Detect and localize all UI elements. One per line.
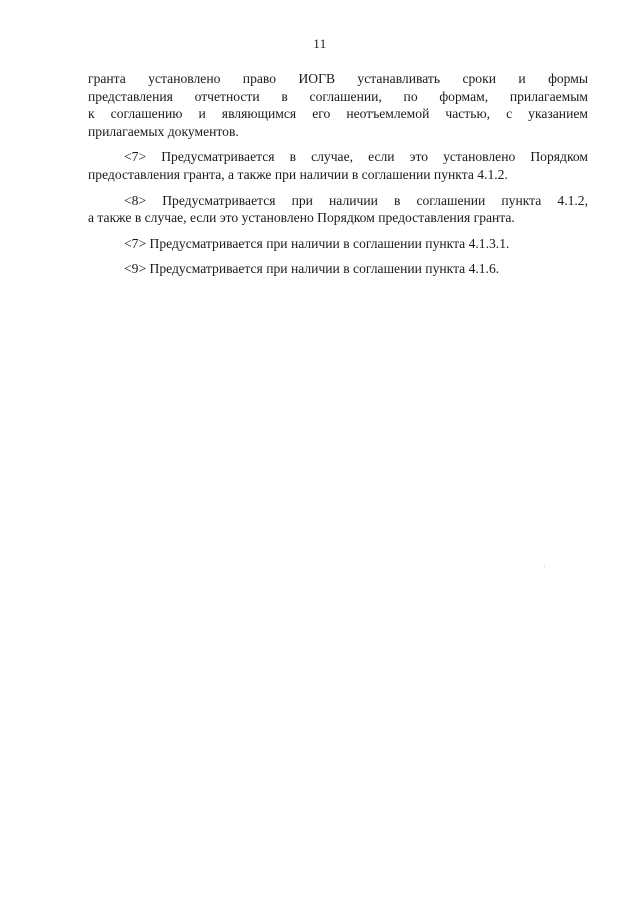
text-line: гранта установлено право ИОГВ устанавливать сроки и формы <box>88 71 588 86</box>
text-line: <8> Предусматривается при наличии в соглашении пункта 4.1.2, <box>124 192 588 208</box>
footnote-8 <box>88 192 588 227</box>
scan-speck <box>544 566 545 567</box>
text-line: представления отчетности в соглашении, по формам, прилагаемым <box>88 88 588 104</box>
footnote-7-second <box>88 235 588 253</box>
text-line: <9> Предусматривается при наличии в соглашении пункта 4.1.6. <box>124 261 500 277</box>
text-line: к соглашению и являющимся его неотъемлемой частью, с указанием <box>88 106 588 122</box>
document-body <box>88 70 588 278</box>
text-line: <7> Предусматривается при наличии в соглашении пункта 4.1.3.1. <box>124 235 510 251</box>
footnote-9 <box>88 260 588 278</box>
text-line: <7> Предусматривается в случае, если это установлено Порядком <box>124 149 588 165</box>
paragraph-continuation <box>88 70 588 140</box>
text-line: а также в случае, если это установлено Порядком предоставления гранта. <box>88 210 515 226</box>
text-line: прилагаемых документов. <box>88 123 239 139</box>
footnote-7-first <box>88 148 588 183</box>
text-line: предоставления гранта, а также при наличии в соглашении пункта 4.1.2. <box>88 166 508 182</box>
page-number: 11 <box>313 36 327 51</box>
